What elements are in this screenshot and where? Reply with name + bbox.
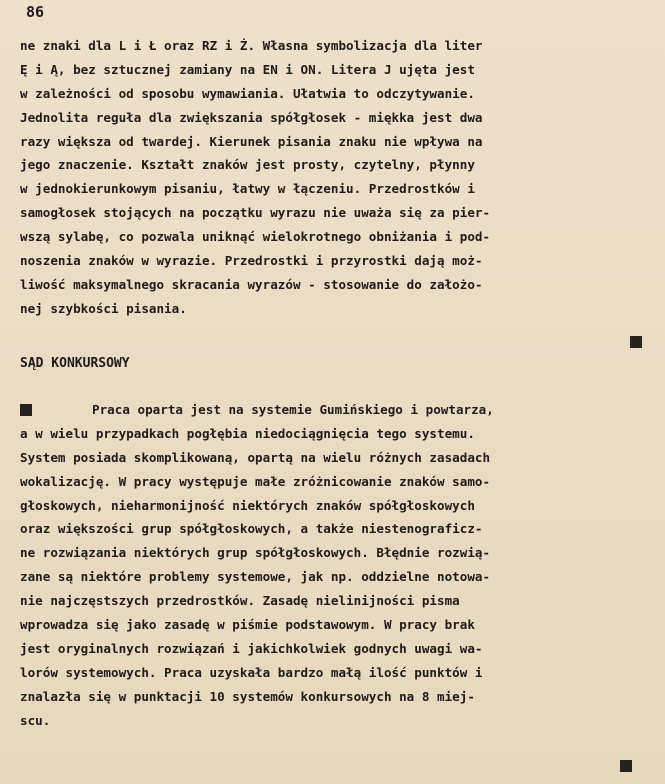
text-line: zane są niektóre problemy systemowe, jak np. oddzielne notowa- (20, 569, 491, 585)
text-line: a w wielu przypadkach pogłębia niedociągnięcia tego systemu. (20, 425, 475, 441)
text-line: razy większa od twardej. Kierunek pisania znaku nie wpływa na (20, 133, 483, 149)
text-line: w jednokierunkowym pisaniu, łatwy w łączeniu. Przedrostków i (20, 181, 475, 197)
text-line: w zależności od sposobu wymawiania. Ułatwia to odczytywanie. (20, 85, 475, 101)
section2-paragraph (20, 398, 650, 732)
text-line: Praca oparta jest na systemie Gumińskiego i powtarza, (92, 402, 494, 417)
text-line: scu. (20, 712, 51, 728)
text-line: ne rozwiązania niektórych grup spółgłoskowych. Błędnie rozwią- (20, 545, 491, 561)
text-line: liwość maksymalnego skracania wyrazów - stosowanie do założo- (20, 276, 483, 292)
section-heading: SĄD KONKURSOWY (20, 356, 130, 371)
text-line: nej szybkości pisania. (20, 300, 187, 316)
text-line: znalazła się w punktacji 10 systemów konkursowych na 8 miej- (20, 688, 475, 704)
text-line: jego znaczenie. Kształt znaków jest prosty, czytelny, płynny (20, 157, 475, 173)
text-line: lorów systemowych. Praca uzyskała bardzo małą ilość punktów i (20, 664, 483, 680)
section-end-marker (630, 336, 642, 348)
text-line: noszenia znaków w wyrazie. Przedrostki i przyrostki dają moż- (20, 253, 483, 269)
text-line: nie najczęstszych przedrostków. Zasadę nielinijności pisma (20, 593, 460, 609)
text-line: wokalizację. W pracy występuje małe zróżnicowanie znaków samo- (20, 473, 491, 489)
text-line: wszą sylabę, co pozwala uniknąć wielokrotnego obniżania i pod- (20, 229, 491, 245)
text-line: System posiada skomplikowaną, opartą na wielu różnych zasadach (20, 449, 491, 465)
text-line: głoskowych, nieharmonijność niektórych znaków spółgłoskowych (20, 497, 475, 513)
text-line: Ę i Ą, bez sztucznej zamiany na EN i ON. Litera J ujęta jest (20, 61, 475, 77)
text-line: samogłosek stojących na początku wyrazu nie uważa się za pier- (20, 205, 491, 221)
section1-paragraph (20, 34, 650, 321)
text-line: Jednolita reguła dla zwiększania spółgłosek - miękka jest dwa (20, 109, 483, 125)
text-line: wprowadza się jako zasadę w piśmie podstawowym. W pracy brak (20, 617, 475, 633)
text-line: jest oryginalnych rozwiązań i jakichkolwiek godnych uwagi wa- (20, 640, 483, 656)
text-line: ne znaki dla L i Ł oraz RZ i Ż. Własna symbolizacja dla liter (20, 38, 483, 53)
section-end-marker (620, 760, 632, 772)
text-line: oraz większości grup spółgłoskowych, a także niestenograficz- (20, 521, 483, 537)
page-number: 86 (26, 3, 45, 21)
